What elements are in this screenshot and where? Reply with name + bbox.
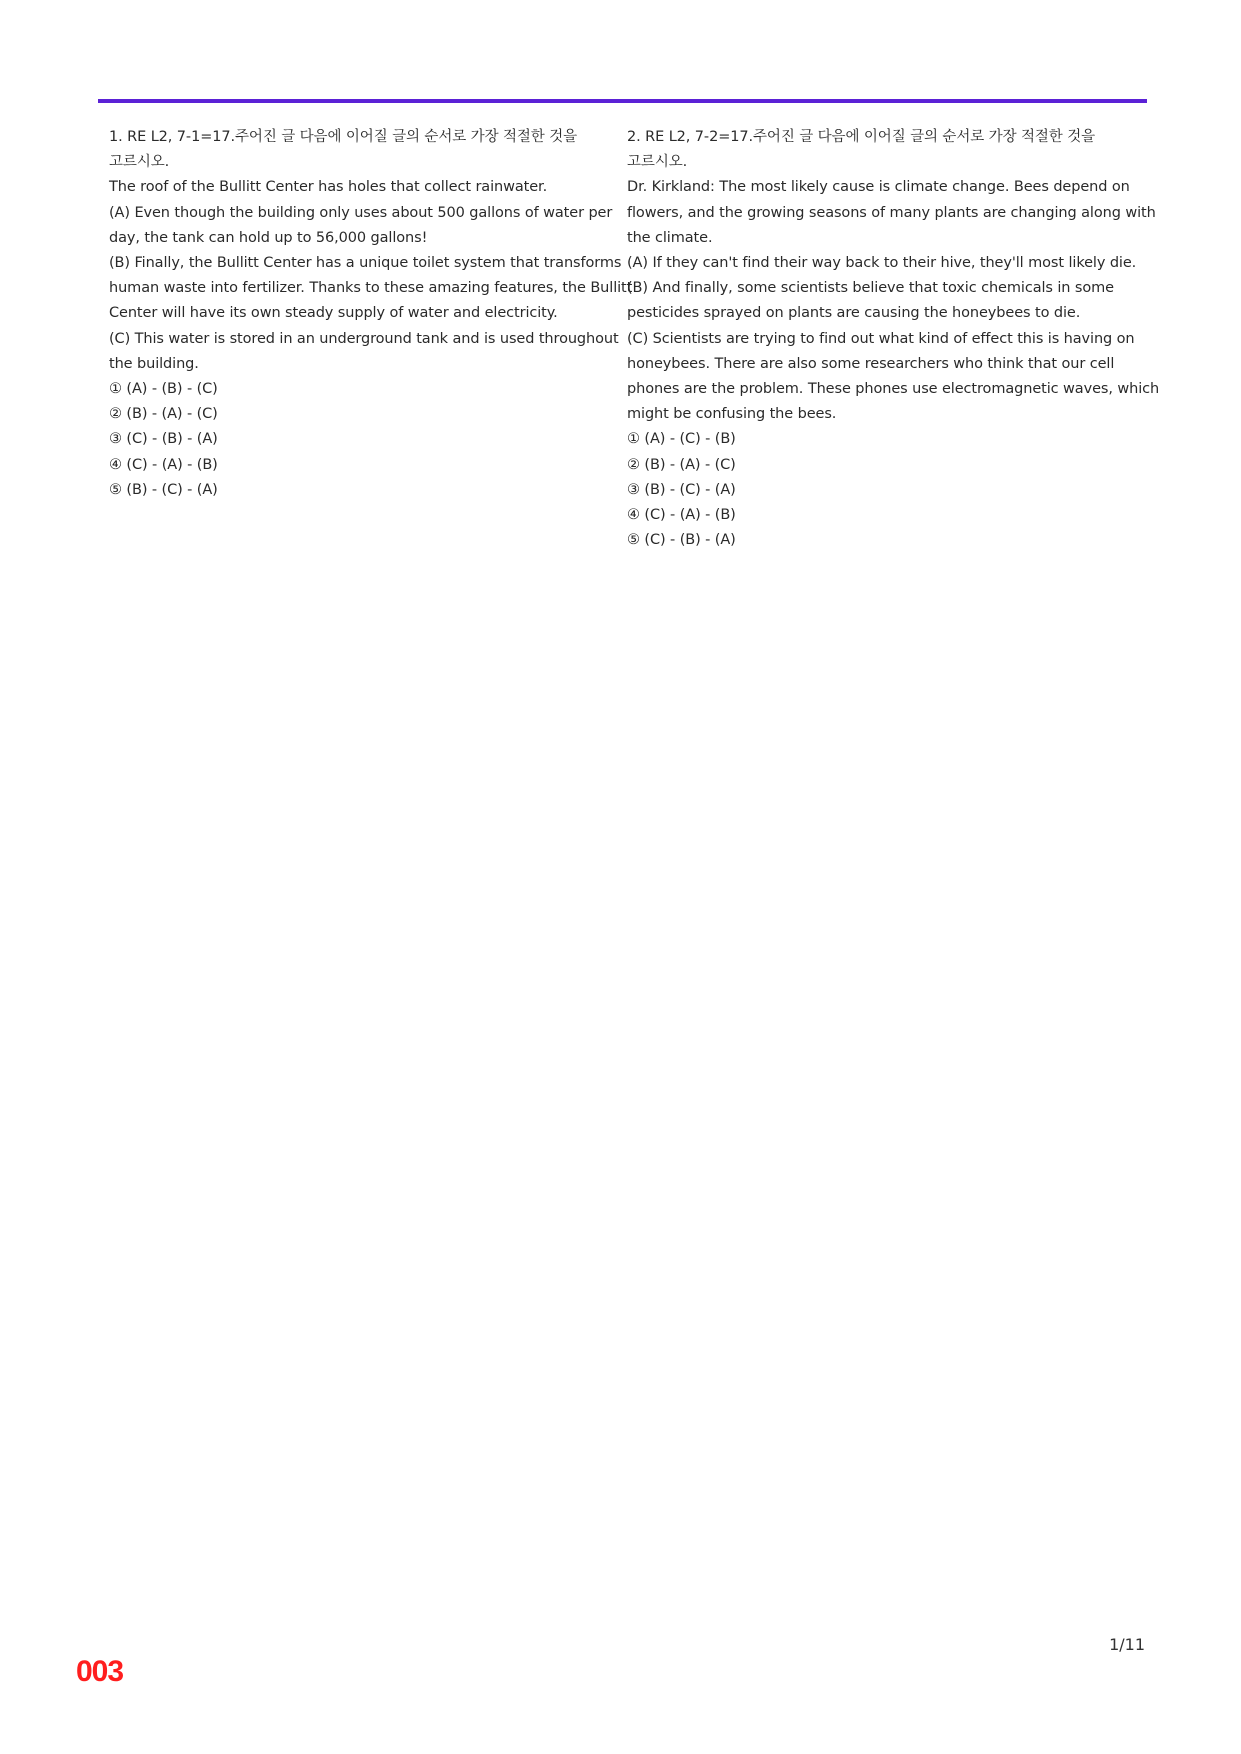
question-2-option: ⑤ (C) - (B) - (A) bbox=[627, 532, 736, 549]
question-1-line: 고르시오. bbox=[109, 154, 170, 171]
page-number: 1/11 bbox=[1109, 1635, 1145, 1654]
question-2-line: the climate. bbox=[627, 229, 713, 246]
question-2-line: (C) Scientists are trying to find out what kind of effect this is having on bbox=[627, 330, 1135, 347]
question-1 bbox=[109, 125, 633, 503]
question-1-line: 1. RE L2, 7-1=17.주어진 글 다음에 이어질 글의 순서로 가장 적절한 것을 bbox=[109, 129, 578, 145]
question-1-line: day, the tank can hold up to 56,000 gallons! bbox=[109, 229, 428, 246]
question-1-line: (B) Finally, the Bullitt Center has a unique toilet system that transforms bbox=[109, 255, 622, 272]
question-2-option: ① (A) - (C) - (B) bbox=[627, 431, 736, 448]
question-2-option: ④ (C) - (A) - (B) bbox=[627, 507, 736, 524]
question-1-option: ④ (C) - (A) - (B) bbox=[109, 456, 218, 473]
question-1-option: ③ (C) - (B) - (A) bbox=[109, 431, 218, 448]
question-1-line: (C) This water is stored in an underground tank and is used throughout bbox=[109, 330, 619, 347]
header-divider bbox=[98, 99, 1147, 103]
question-2-line: (A) If they can't find their way back to their hive, they'll most likely die. bbox=[627, 255, 1137, 272]
question-1-line: human waste into fertilizer. Thanks to these amazing features, the Bullitt bbox=[109, 280, 633, 297]
question-1-option: ⑤ (B) - (C) - (A) bbox=[109, 481, 218, 498]
question-1-line: the building. bbox=[109, 355, 199, 372]
question-1-line: The roof of the Bullitt Center has holes that collect rainwater. bbox=[109, 179, 548, 196]
question-2-line: 2. RE L2, 7-2=17.주어진 글 다음에 이어질 글의 순서로 가장 적절한 것을 bbox=[627, 129, 1096, 145]
question-1-option: ① (A) - (B) - (C) bbox=[109, 381, 218, 398]
question-1-line: Center will have its own steady supply of water and electricity. bbox=[109, 305, 558, 322]
question-2-line: honeybees. There are also some researchers who think that our cell bbox=[627, 355, 1115, 372]
page-code: 003 bbox=[76, 1655, 124, 1688]
question-2-line: Dr. Kirkland: The most likely cause is climate change. Bees depend on bbox=[627, 179, 1130, 196]
question-2-option: ② (B) - (A) - (C) bbox=[627, 456, 736, 473]
question-2-line: (B) And finally, some scientists believe that toxic chemicals in some bbox=[627, 280, 1114, 297]
question-2-line: flowers, and the growing seasons of many plants are changing along with bbox=[627, 204, 1156, 221]
question-2-line: might be confusing the bees. bbox=[627, 406, 837, 423]
question-2-line: phones are the problem. These phones use electromagnetic waves, which bbox=[627, 381, 1160, 398]
question-2-line: 고르시오. bbox=[627, 154, 688, 171]
question-1-line: (A) Even though the building only uses about 500 gallons of water per bbox=[109, 204, 613, 221]
question-2-option: ③ (B) - (C) - (A) bbox=[627, 481, 736, 498]
question-2-line: pesticides sprayed on plants are causing the honeybees to die. bbox=[627, 305, 1081, 322]
question-1-option: ② (B) - (A) - (C) bbox=[109, 406, 218, 423]
question-2 bbox=[627, 125, 1160, 553]
